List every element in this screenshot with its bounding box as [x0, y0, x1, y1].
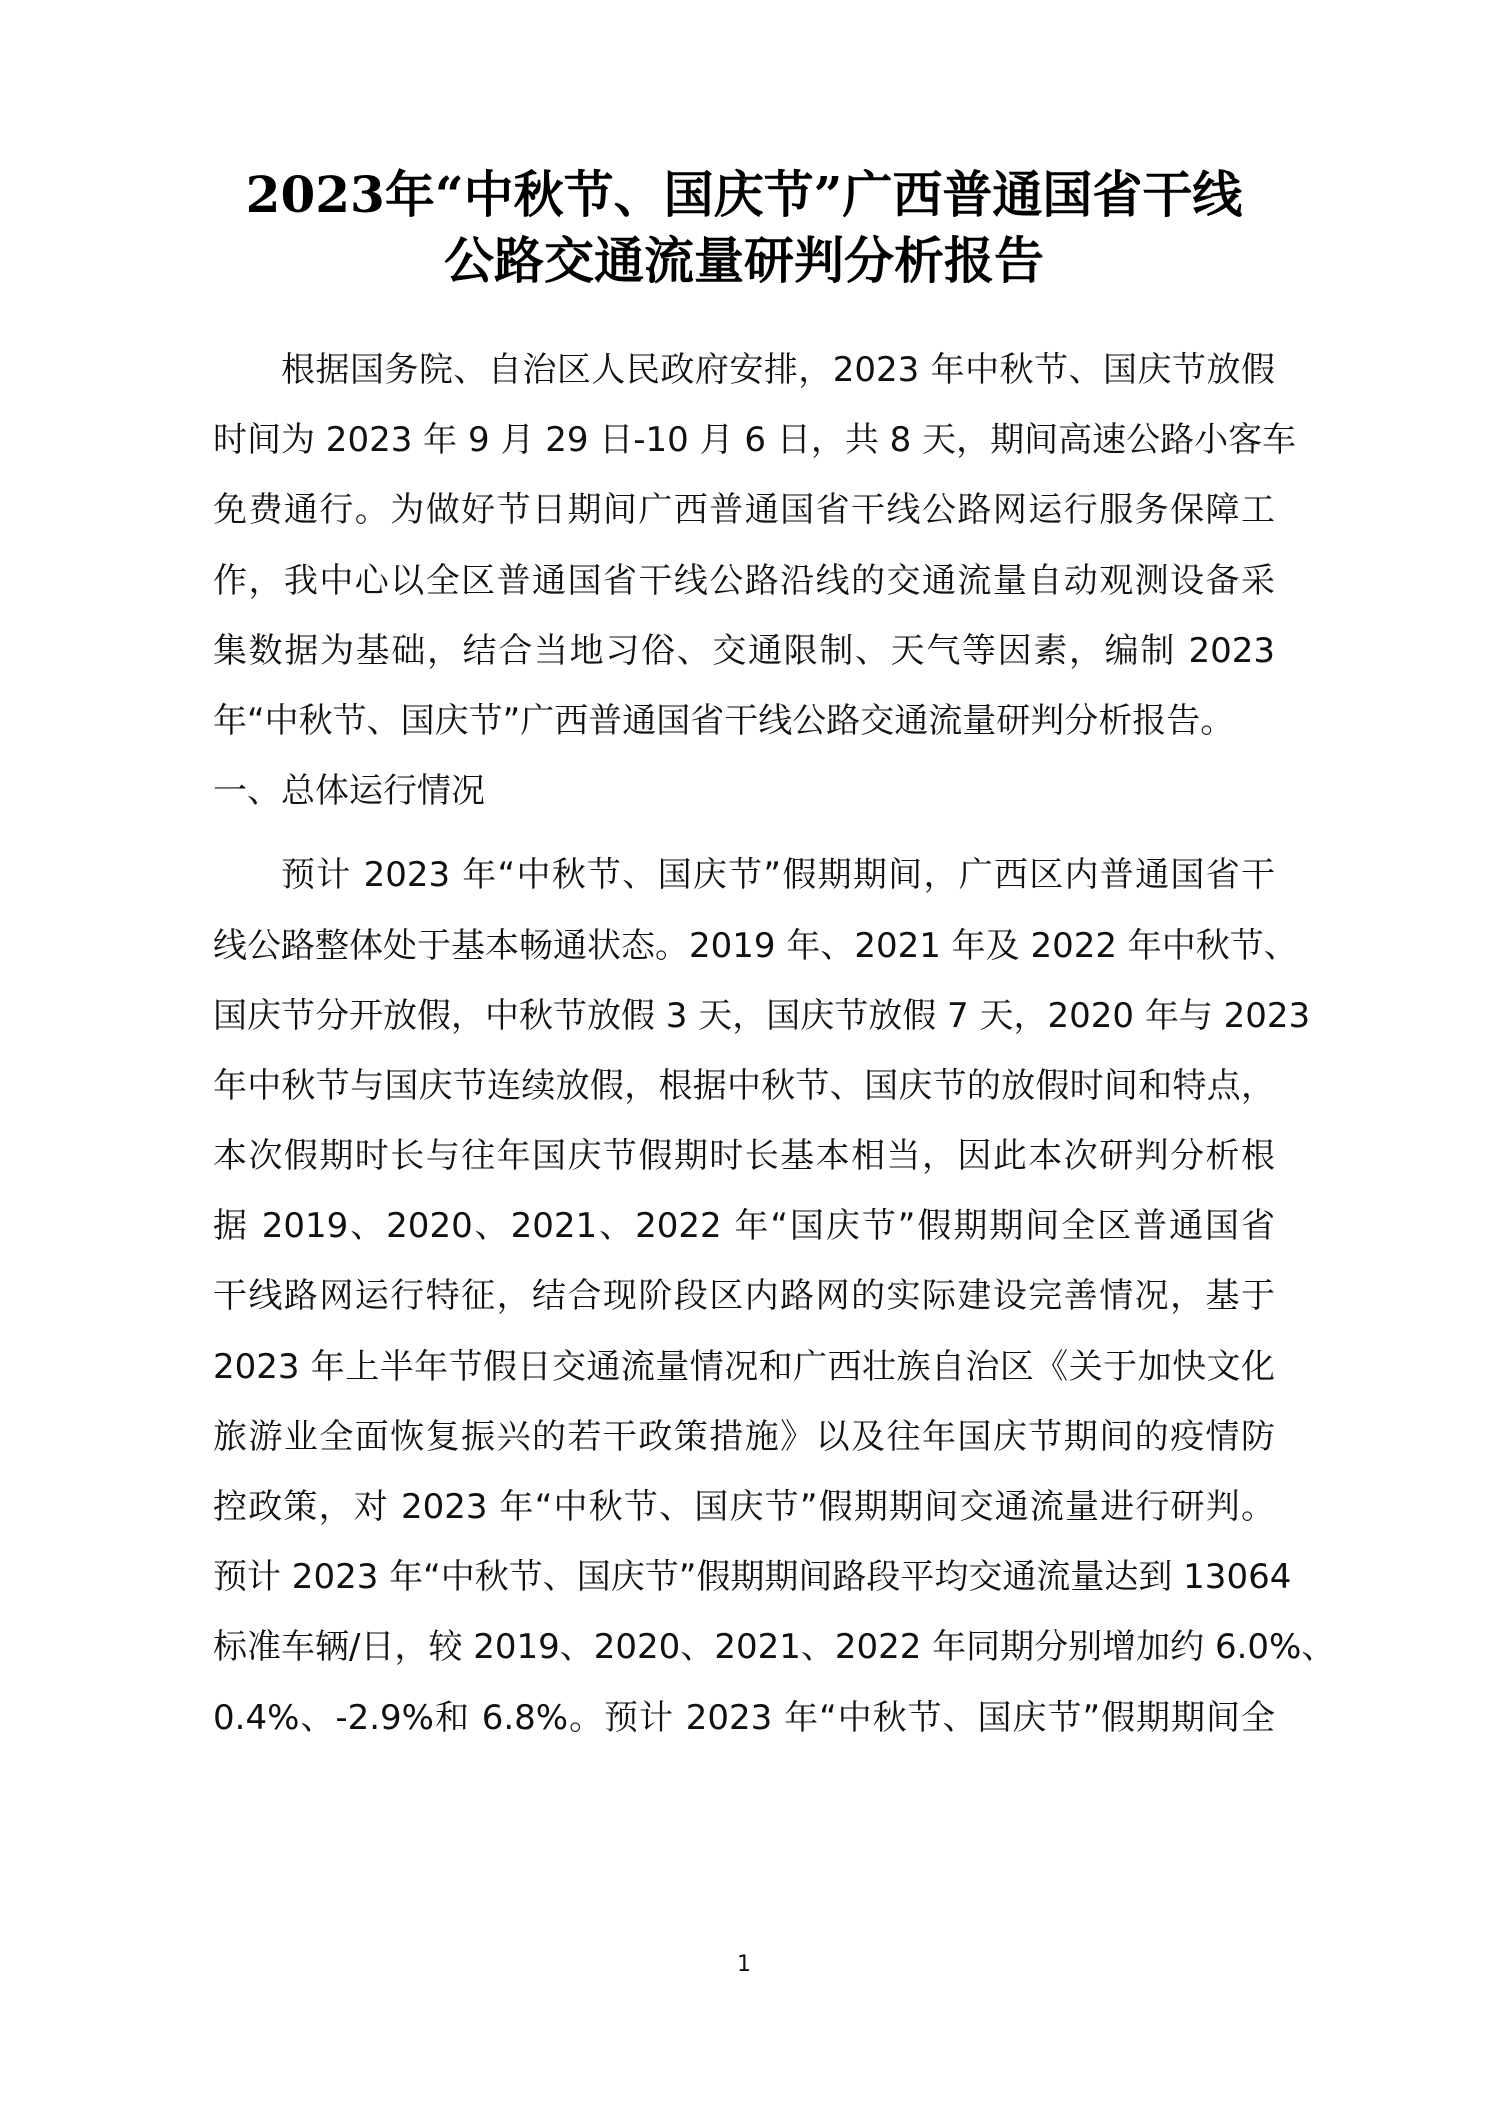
paragraph-line: 年“中秋节、国庆节”广西普通国省干线公路交通流量研判分析报告。: [213, 700, 1235, 741]
paragraph-line: 干线路网运行特征，结合现阶段区内路网的实际建设完善情况，基于: [213, 1276, 1275, 1317]
paragraph-intro: [213, 335, 1297, 756]
document-title: [180, 162, 1308, 294]
paragraph-line: 时间为 2023 年 9 月 29 日-10 月 6 日，共 8 天，期间高速公路小客车: [213, 420, 1297, 461]
section-heading: 一、总体运行情况: [213, 771, 485, 812]
paragraph-line: 2023 年上半年节假日交通流量情况和广西壮族自治区《关于加快文化: [213, 1346, 1275, 1387]
paragraph-line: 免费通行。为做好节日期间广西普通国省干线公路网运行服务保障工: [213, 490, 1275, 531]
paragraph-line: 年中秋节与国庆节连续放假，根据中秋节、国庆节的放假时间和特点，: [213, 1065, 1275, 1106]
paragraph-line: 据 2019、2020、2021、2022 年“国庆节”假期期间全区普通国省: [213, 1206, 1275, 1247]
paragraph-overview: [213, 840, 1336, 1752]
paragraph-line: 预计 2023 年“中秋节、国庆节”假期期间路段平均交通流量达到 13064: [213, 1557, 1292, 1598]
paragraph-line: 作，我中心以全区普通国省干线公路沿线的交通流量自动观测设备采: [213, 560, 1275, 601]
title-line-2: 公路交通流量研判分析报告: [444, 231, 1044, 290]
paragraph-line: 国庆节分开放假，中秋节放假 3 天，国庆节放假 7 天，2020 年与 2023: [213, 995, 1311, 1036]
page-number: 1: [737, 1952, 751, 1977]
paragraph-line: 控政策，对 2023 年“中秋节、国庆节”假期期间交通流量进行研判。: [213, 1487, 1275, 1527]
title-line-1: 2023年“中秋节、国庆节”广西普通国省干线: [245, 165, 1243, 224]
paragraph-line: 本次假期时长与往年国庆节假期时长基本相当，因此本次研判分析根: [213, 1136, 1275, 1177]
paragraph-line: 线公路整体处于基本畅通状态。2019 年、2021 年及 2022 年中秋节、: [213, 925, 1298, 966]
paragraph-line: 预计 2023 年“中秋节、国庆节”假期期间，广西区内普通国省干: [281, 855, 1275, 896]
document-body: [213, 335, 1336, 1753]
paragraph-line: 0.4%、-2.9%和 6.8%。预计 2023 年“中秋节、国庆节”假期期间全: [213, 1697, 1275, 1738]
paragraph-line: 根据国务院、自治区人民政府安排，2023 年中秋节、国庆节放假: [281, 350, 1275, 390]
paragraph-line: 标准车辆/日，较 2019、2020、2021、2022 年同期分别增加约 6.0%、: [213, 1627, 1336, 1668]
paragraph-line: 旅游业全面恢复振兴的若干政策措施》以及往年国庆节期间的疫情防: [213, 1416, 1275, 1457]
paragraph-line: 集数据为基础，结合当地习俗、交通限制、天气等因素，编制 2023: [213, 630, 1275, 671]
